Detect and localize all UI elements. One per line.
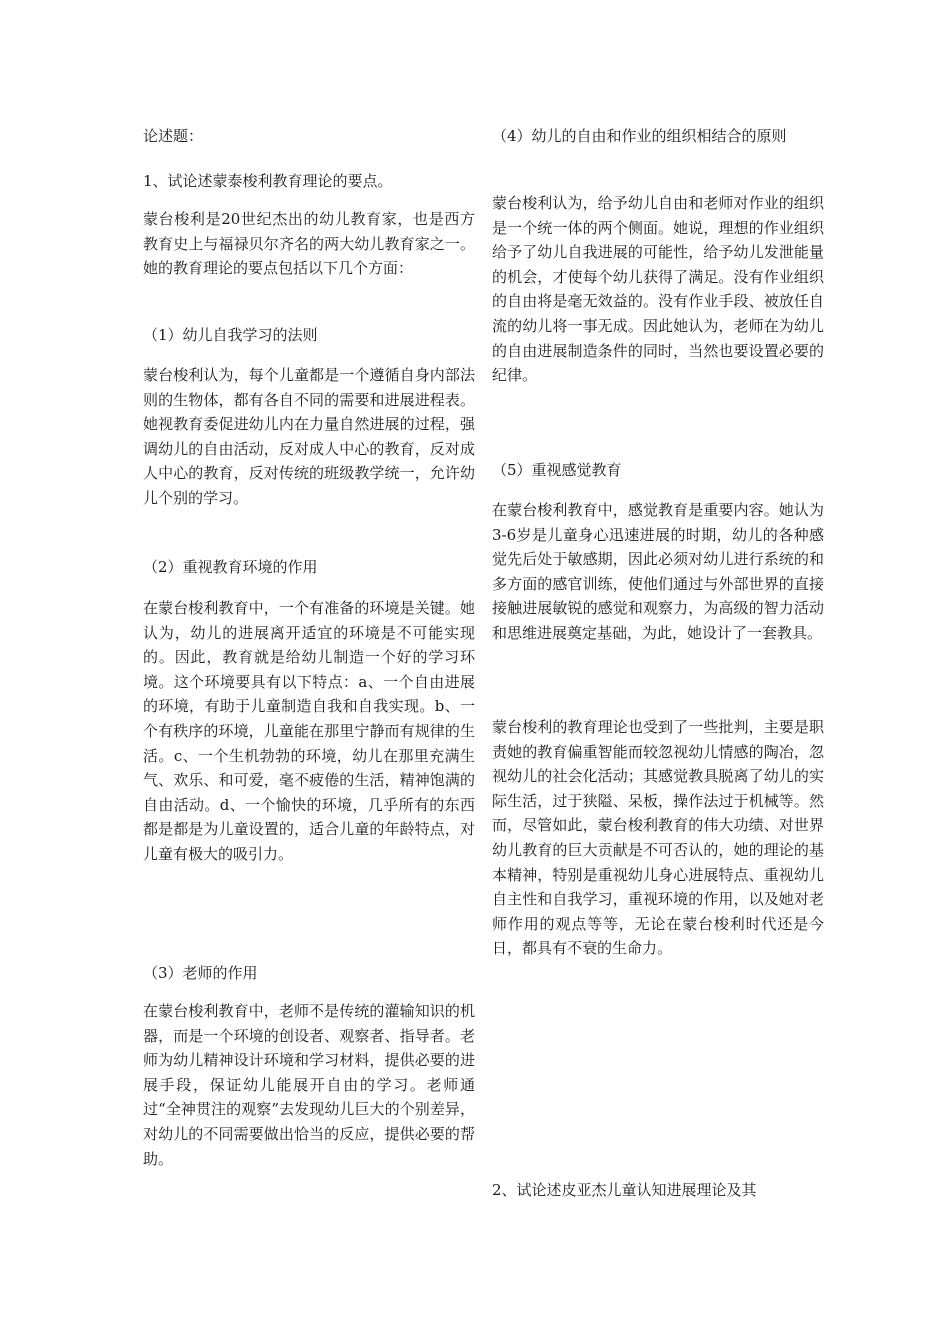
paragraph-3: 在蒙台梭利教育中，老师不是传统的灌输知识的机器，而是一个环境的创设者、观察者、指导者。老师为幼儿精神设计环境和学习材料，提供必要的进展手段，保证幼儿能展开自由的学习。老师通过“全神贯注的观察”去发现幼儿巨大的个别差异，对幼儿的不同需要做出恰当的反应，提供必要的帮助。 xyxy=(143,1002,475,1168)
section-title: 论述题： xyxy=(143,127,204,145)
intro-paragraph: 蒙台梭利是20世纪杰出的幼儿教育家，也是西方教育史上与福禄贝尔齐名的两大幼儿教育家之一。她的教育理论的要点包括以下几个方面： xyxy=(143,210,475,278)
question-1: 1、试论述蒙泰梭利教育理论的要点。 xyxy=(143,172,393,190)
heading-4: （4）幼儿的自由和作业的组织相结合的原则 xyxy=(492,127,787,145)
question-2: 2、试论述皮亚杰儿童认知进展理论及其 xyxy=(492,1181,757,1199)
paragraph-5: 在蒙台梭利教育中，感觉教育是重要内容。她认为3-6岁是儿童身心迅速进展的时期，幼儿的各种感觉先后处于敏感期，因此必须对幼儿进行系统的和多方面的感官训练，使他们通过与外部世界的直接接触进展敏锐的感觉和观察力，为高级的智力活动和思维进展奠定基础，为此，她设计了一套教具。 xyxy=(492,501,824,642)
heading-5: （5）重视感觉教育 xyxy=(492,461,622,479)
heading-1: （1）幼儿自我学习的法则 xyxy=(143,326,318,344)
heading-2: （2）重视教育环境的作用 xyxy=(143,558,318,576)
paragraph-2: 在蒙台梭利教育中，一个有准备的环境是关键。她认为，幼儿的进展离开适宜的环境是不可能实现的。因此，教育就是给幼儿制造一个好的学习环境。这个环境要具有以下特点：a、一个自由进展的环境，有助于儿童制造自我和自我实现。b、一个有秩序的环境，儿童能在那里宁静而有规律的生活。c、一个生机勃勃的环境，幼儿在那里充满生气、欢乐、和可爱，毫不疲倦的生活，精神饱满的自由活动。d、一个愉快的环境，几乎所有的东西都是都是为儿童设置的，适合儿童的年龄特点，对儿童有极大的吸引力。 xyxy=(143,599,475,863)
paragraph-1: 蒙台梭利认为，每个儿童都是一个遵循自身内部法则的生物体，都有各自不同的需要和进展进程表。她视教育委促进幼儿内在力量自然进展的过程，强调幼儿的自由活动，反对成人中心的教育，反对成人中心的教育，反对传统的班级教学统一，允许幼儿个别的学习。 xyxy=(143,366,475,507)
paragraph-6: 蒙台梭利的教育理论也受到了一些批判，主要是职责她的教育偏重智能而较忽视幼儿情感的陶冶，忽视幼儿的社会化活动；其感觉教具脱离了幼儿的实际生活，过于狭隘、呆板，操作法过于机械等。然而，尽管如此，蒙台梭利教育的伟大功绩、对世界幼儿教育的巨大贡献是不可否认的，她的理论的基本精神，特别是重视幼儿身心进展特点、重视幼儿自主性和自我学习，重视环境的作用，以及她对老师作用的观点等等，无论在蒙台梭利时代还是今日，都具有不衰的生命力。 xyxy=(492,718,824,958)
paragraph-4: 蒙台梭利认为，给予幼儿自由和老师对作业的组织是一个统一体的两个侧面。她说，理想的作业组织给予了幼儿自我进展的可能性，给予幼儿发泄能量的机会，才使每个幼儿获得了满足。没有作业组织的自由将是毫无效益的。没有作业手段、被放任自流的幼儿将一事无成。因此她认为，老师在为幼儿的自由进展制造条件的同时，当然也要设置必要的纪律。 xyxy=(492,194,824,385)
heading-3: （3）老师的作用 xyxy=(143,964,258,982)
